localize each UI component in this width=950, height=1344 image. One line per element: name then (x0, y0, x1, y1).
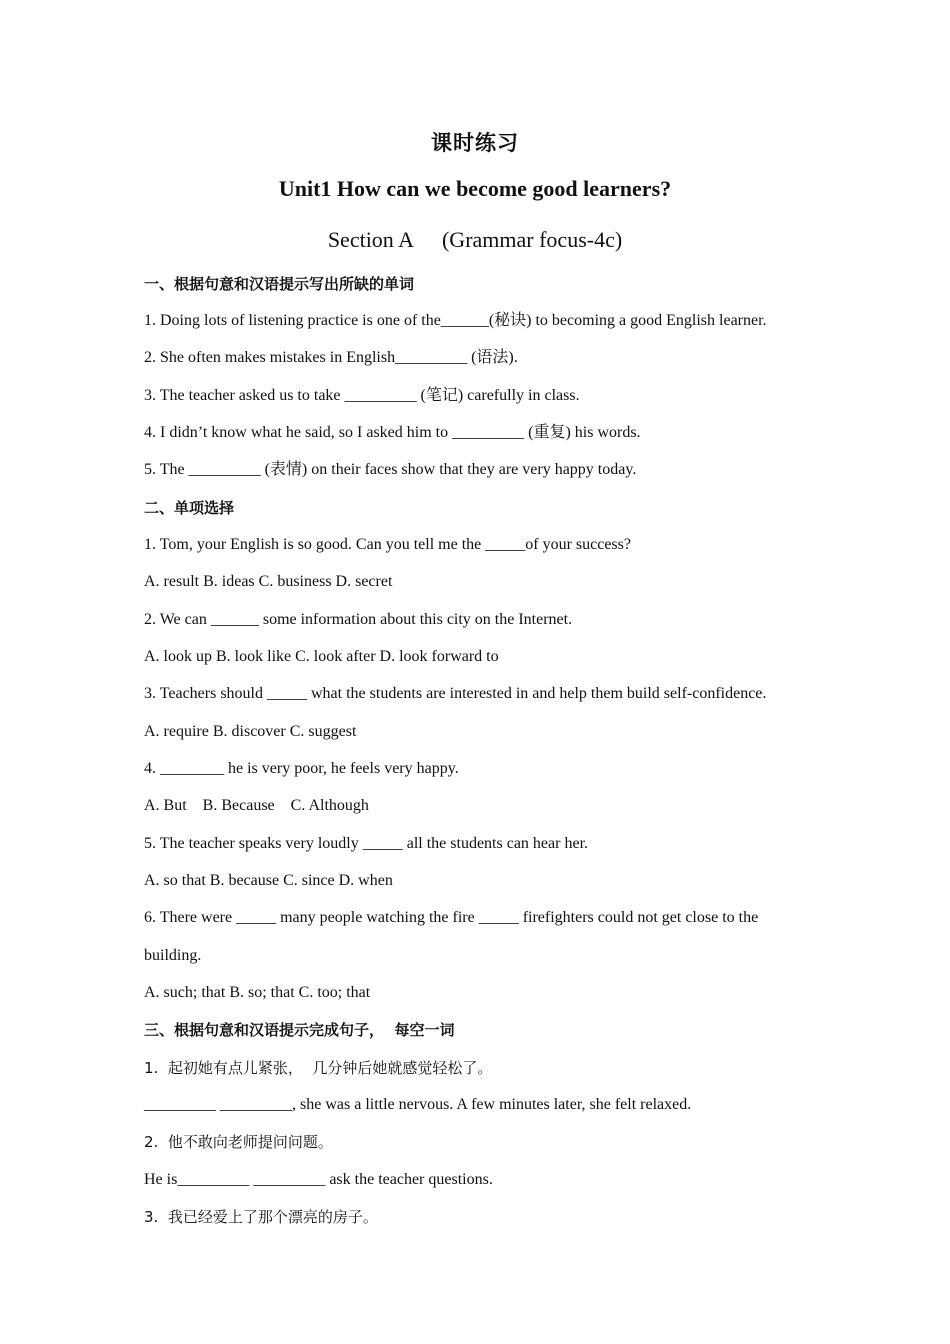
part2-q5-options: A. so that B. because C. since D. when (144, 872, 393, 889)
part2-q1: 1. Tom, your English is so good. Can you tell me the _____of your success? (144, 536, 631, 553)
part2-q6-options: A. such; that B. so; that C. too; that (144, 984, 371, 1001)
part2-heading: 二、单项选择 (144, 499, 235, 517)
part2-q3-options: A. require B. discover C. suggest (144, 723, 357, 740)
section-label: Section A (327, 227, 414, 252)
part2-q4-options: A. But B. Because C. Although (144, 797, 369, 814)
part1-item-2: 2. She often makes mistakes in English_________ (语法). (144, 349, 518, 366)
part3-q2-english: He is_________ _________ ask the teacher questions. (144, 1171, 493, 1188)
part1-item-1: 1. Doing lots of listening practice is one of the______(秘诀) to becoming a good English learner. (144, 312, 767, 329)
part3-q2-chinese: 2. 他不敢向老师提问问题。 (144, 1133, 333, 1151)
part1-heading: 一、根据句意和汉语提示写出所缺的单词 (144, 275, 415, 293)
part1-item-5: 5. The _________ (表情) on their faces show that they are very happy today. (144, 461, 637, 478)
part2-q3: 3. Teachers should _____ what the students are interested in and help them build self-confidence. (144, 685, 767, 702)
part2-q4: 4. ________ he is very poor, he feels very happy. (144, 760, 459, 777)
part2-q2-options: A. look up B. look like C. look after D. look forward to (144, 648, 499, 665)
part3-heading: 三、根据句意和汉语提示完成句子， 每空一词 (144, 1021, 455, 1039)
part2-q2: 2. We can ______ some information about this city on the Internet. (144, 611, 573, 628)
part3-q1-english: _________ _________, she was a little nervous. A few minutes later, she felt relaxed. (144, 1096, 692, 1113)
page-title: 课时练习 (431, 131, 519, 155)
part2-q6-continued: building. (144, 947, 202, 964)
section-title (0, 227, 950, 253)
part2-q6: 6. There were _____ many people watching the fire _____ firefighters could not get close to the (144, 909, 759, 926)
subsection-label: (Grammar focus-4c) (441, 227, 623, 252)
part2-q1-options: A. result B. ideas C. business D. secret (144, 573, 393, 590)
part2-q5: 5. The teacher speaks very loudly _____ all the students can hear her. (144, 835, 589, 852)
part3-q1-chinese: 1. 起初她有点儿紧张， 几分钟后她就感觉轻松了。 (144, 1059, 493, 1077)
unit-title: Unit1 How can we become good learners? (278, 176, 672, 201)
part3-q3-chinese: 3. 我已经爱上了那个漂亮的房子。 (144, 1208, 378, 1226)
part1-item-4: 4. I didn’t know what he said, so I asked him to _________ (重复) his words. (144, 424, 641, 441)
part1-item-3: 3. The teacher asked us to take _________ (笔记) carefully in class. (144, 387, 580, 404)
